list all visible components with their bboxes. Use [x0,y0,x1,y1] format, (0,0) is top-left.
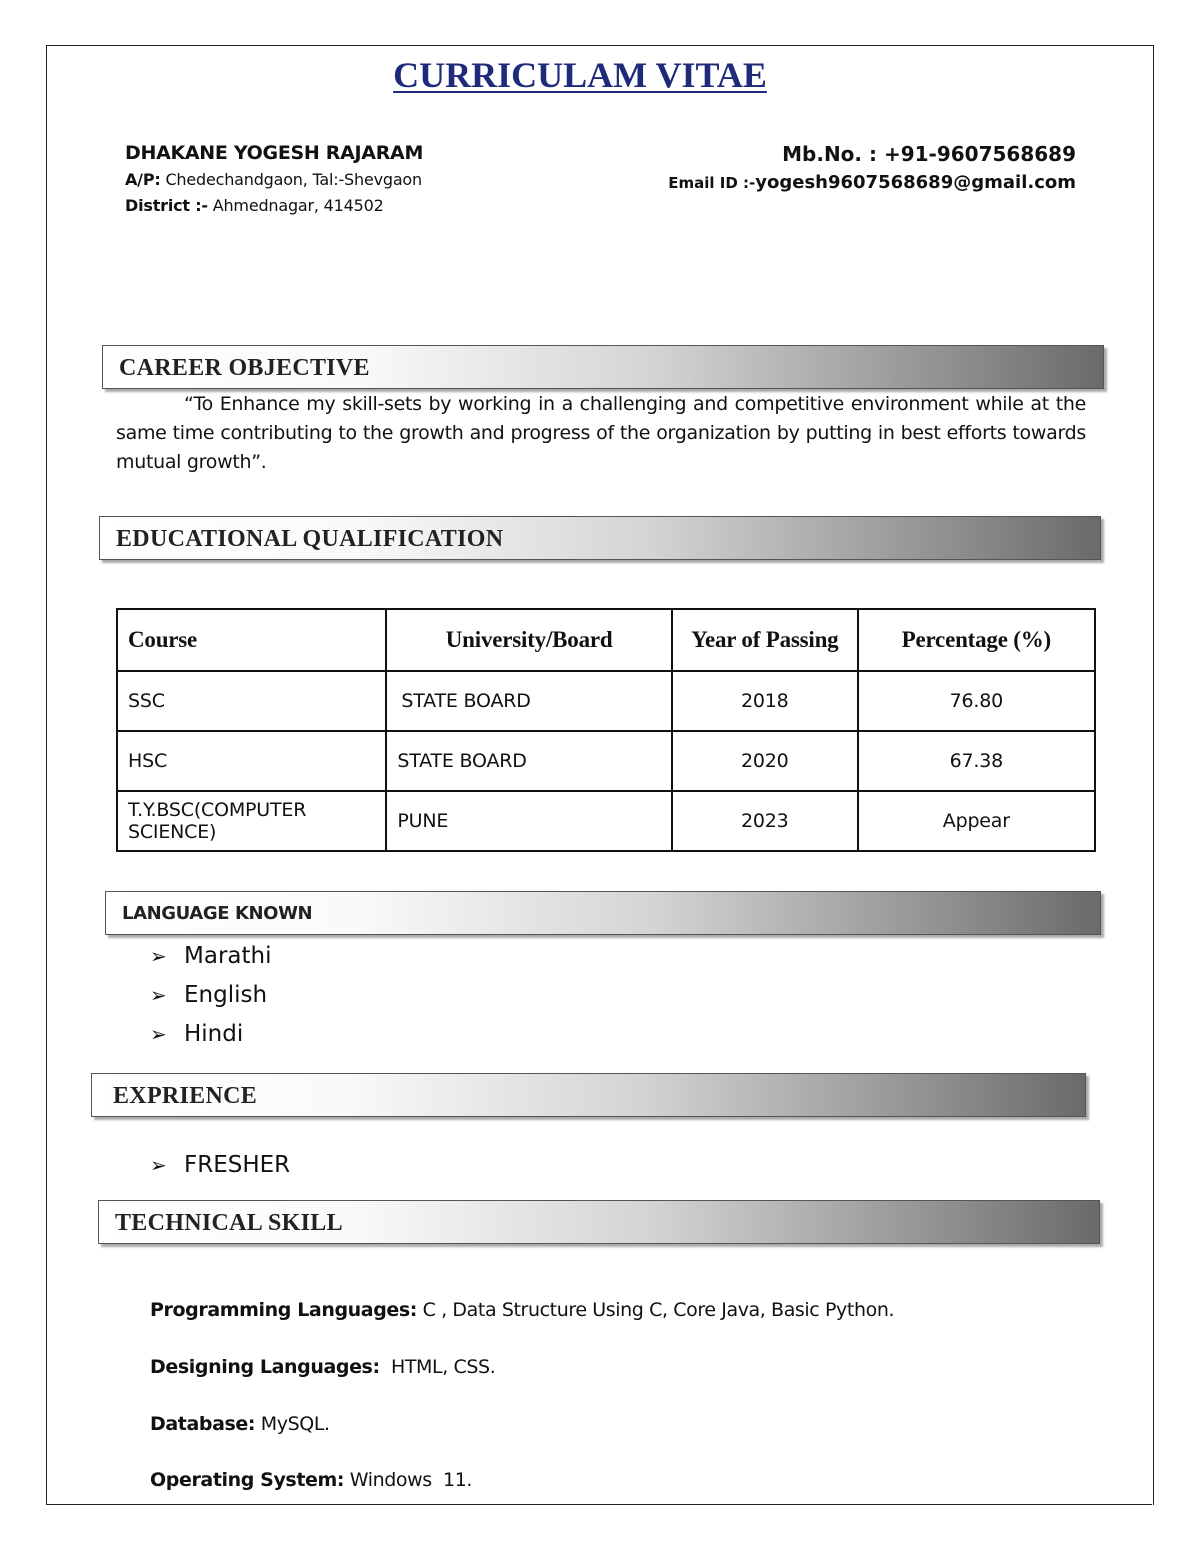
table-cell-percentage: 76.80 [858,671,1095,731]
table-cell-percentage: 67.38 [858,731,1095,791]
skill-programming [150,1299,894,1321]
address-label: A/P: [125,170,161,189]
table-cell-university: PUNE [386,791,672,851]
skill-designing [150,1356,495,1378]
address-value: Chedechandgaon, Tal:-Shevgaon [165,170,422,189]
table-cell-year: 2023 [672,791,858,851]
table-cell-year: 2018 [672,671,858,731]
candidate-name: DHAKANE YOGESH RAJARAM [125,142,424,164]
arrow-bullet-icon: ➢ [150,1152,167,1177]
table-cell-university: STATE BOARD [386,731,672,791]
section-header-education [99,516,1101,560]
education-table [116,608,1096,852]
language-label: Hindi [184,1020,244,1047]
page-title: CURRICULAM VITAE [393,55,767,95]
section-header-career [102,345,1104,389]
skill-operating-system [150,1469,472,1491]
table-cell-course: SSC [117,671,386,731]
table-cell-percentage: Appear [858,791,1095,851]
table-header-row [117,609,1095,671]
section-title: EXPRIENCE [113,1083,258,1109]
objective-paragraph: “To Enhance my skill-sets by working in a challenging and competitive environment while at the same time contributing to the growth and progress of the organization by putting in best efforts towards mutual growth”. [116,393,1086,473]
skill-label: Database: [150,1413,256,1435]
table-header-course: Course [117,609,386,671]
email-label: Email ID :- [668,174,756,192]
experience-list [150,1145,290,1184]
table-header-university: University/Board [386,609,672,671]
table-row [117,791,1095,851]
list-item [150,936,271,975]
district-label: District :- [125,196,208,215]
table-row [117,671,1095,731]
list-item [150,1145,290,1184]
email-line [668,172,1076,193]
mobile-number: Mb.No. : +91-9607568689 [782,142,1076,166]
section-header-language [105,891,1101,935]
table-row [117,731,1095,791]
career-objective-text [116,390,1086,477]
page-bottom-rule [46,1504,1152,1505]
language-label: English [184,981,268,1008]
district-value: Ahmednagar, 414502 [212,196,384,215]
section-title: EDUCATIONAL QUALIFICATION [116,526,504,552]
section-header-experience [91,1073,1086,1117]
arrow-bullet-icon: ➢ [150,982,167,1007]
section-title: CAREER OBJECTIVE [119,355,370,381]
email-value: yogesh9607568689@gmail.com [755,172,1076,193]
skill-label: Operating System: [150,1469,345,1491]
arrow-bullet-icon: ➢ [150,1021,167,1046]
section-header-technical [98,1200,1100,1244]
list-item [150,1014,271,1053]
table-header-percentage: Percentage (%) [858,609,1095,671]
experience-label: FRESHER [184,1151,291,1178]
skill-value: C , Data Structure Using C, Core Java, Basic Python. [417,1299,895,1321]
arrow-bullet-icon: ➢ [150,943,167,968]
skill-value: HTML, CSS. [379,1356,496,1378]
skill-label: Programming Languages: [150,1299,417,1321]
table-cell-year: 2020 [672,731,858,791]
table-header-year: Year of Passing [672,609,858,671]
skill-value: Windows 11. [344,1469,473,1491]
section-title: LANGUAGE KNOWN [122,903,313,924]
language-label: Marathi [184,942,272,969]
section-title: TECHNICAL SKILL [115,1210,343,1236]
skill-value: MySQL. [255,1413,330,1435]
skill-label: Designing Languages: [150,1356,380,1378]
address-line [125,170,422,189]
list-item [150,975,271,1014]
district-line [125,196,384,215]
language-list [150,936,271,1053]
skill-database [150,1413,330,1435]
table-cell-university: STATE BOARD [386,671,672,731]
table-cell-course: T.Y.BSC(COMPUTER SCIENCE) [117,791,386,851]
table-cell-course: HSC [117,731,386,791]
